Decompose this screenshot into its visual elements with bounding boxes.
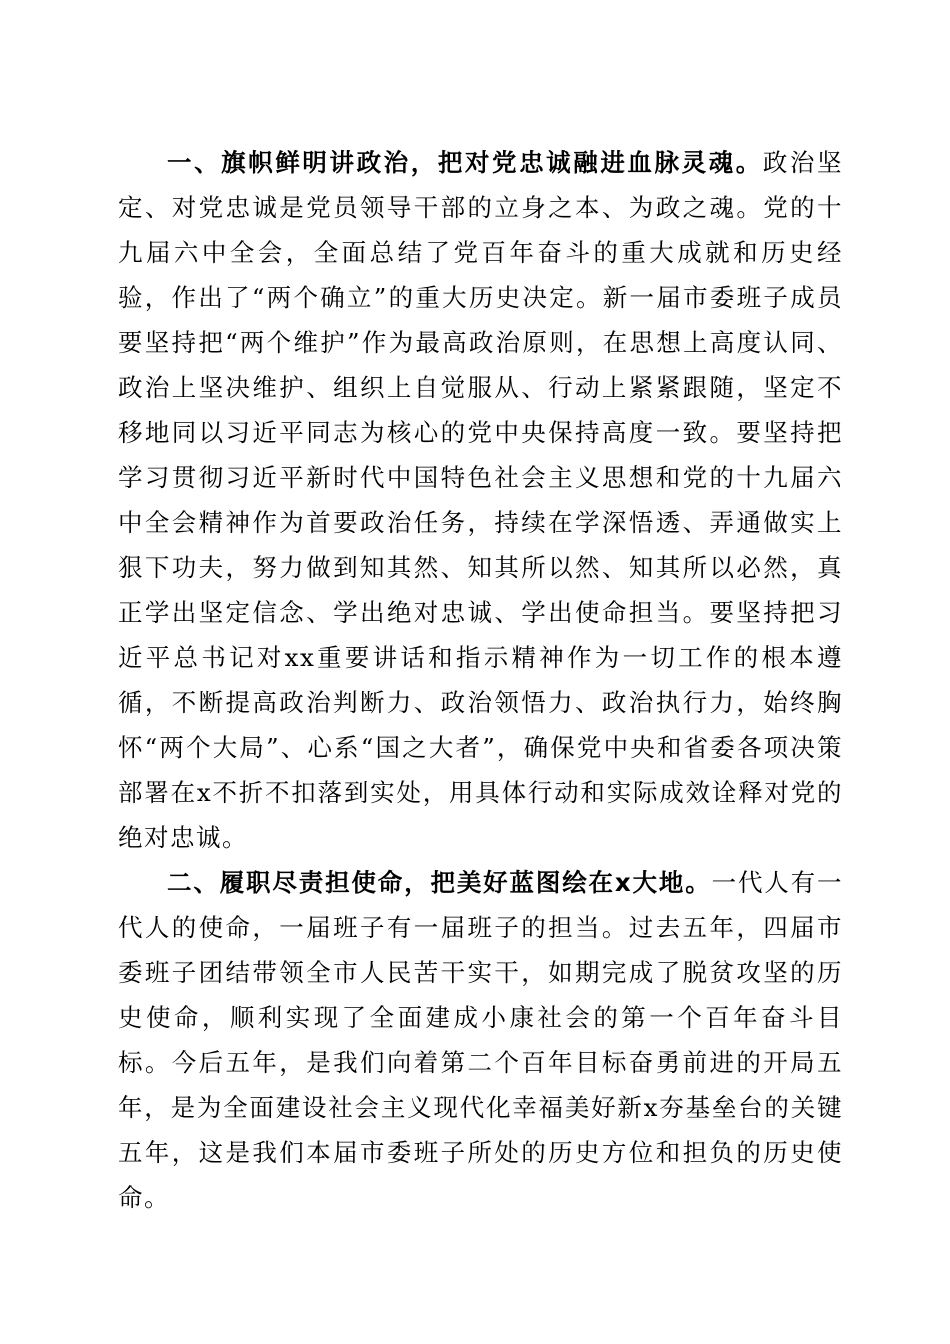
paragraph-duty-mission xyxy=(118,860,843,1220)
document-body xyxy=(118,140,843,1220)
paragraph-text: 一代人有一代人的使命，一届班子有一届班子的担当。过去五年，四届市委班子团结带领全市人民苦干实干，如期完成了脱贫攻坚的历史使命，顺利实现了全面建成小康社会的第一个百年奋斗目标。今后五年，是我们向着第二个百年目标奋勇前进的开局五年，是为全面建设社会主义现代化幸福美好新x夯基垒台的关键五年，这是我们本届市委班子所处的历史方位和担负的历史使命。 xyxy=(118,868,843,1212)
paragraph-text: 政治坚定、对党忠诚是党员领导干部的立身之本、为政之魂。党的十九届六中全会，全面总结了党百年奋斗的重大成就和历史经验，作出了“两个确立”的重大历史决定。新一届市委班子成员要坚持把“两个维护”作为最高政治原则，在思想上高度认同、政治上坚决维护、组织上自觉服从、行动上紧紧跟随，坚定不移地同以习近平同志为核心的党中央保持高度一致。要坚持把学习贯彻习近平新时代中国特色社会主义思想和党的十九届六中全会精神作为首要政治任务，持续在学深悟透、弄通做实上狠下功夫，努力做到知其然、知其所以然、知其所以必然，真正学出坚定信念、学出绝对忠诚、学出使命担当。要坚持把习近平总书记对xx重要讲话和指示精神作为一切工作的根本遵循，不断提高政治判断力、政治领悟力、政治执行力，始终胸怀“两个大局”、心系“国之大者”，确保党中央和省委各项决策部署在x不折不扣落到实处，用具体行动和实际成效诠释对党的绝对忠诚。 xyxy=(118,148,844,852)
paragraph-heading: 二、履职尽责担使命，把美好蓝图绘在x大地。 xyxy=(167,868,712,897)
paragraph-heading: 一、旗帜鲜明讲政治，把对党忠诚融进血脉灵魂。 xyxy=(167,148,763,177)
paragraph-political-loyalty xyxy=(118,140,843,860)
